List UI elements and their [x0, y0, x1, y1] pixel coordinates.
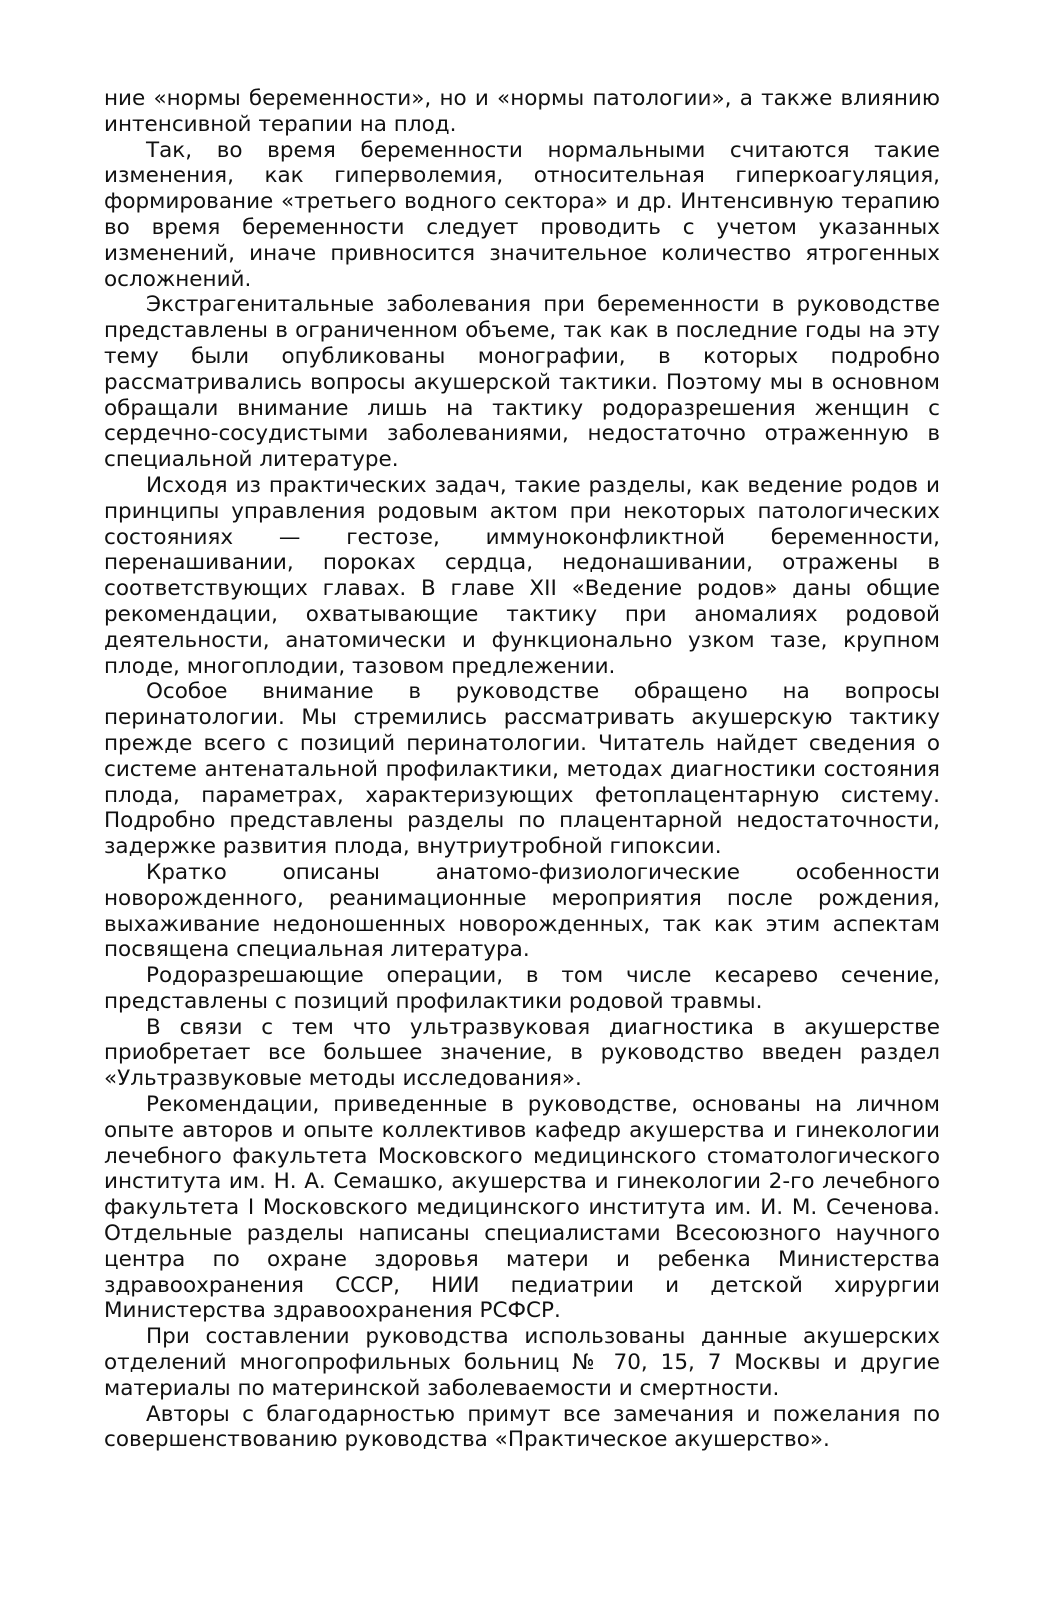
- paragraph: Родоразрешающие операции, в том числе кесарево сечение, представлены с позиций профилактики родовой травмы.: [104, 963, 940, 1014]
- paragraph: Экстрагенитальные заболевания при беременности в руководстве представлены в ограниченном объеме, так как в последние годы на эту тему были опубликованы монографии, в которых подробно рассматривались вопросы акушерской тактики. Поэтому мы в основном обращали внимание лишь на тактику родоразрешения женщин с сердечно-сосудистыми заболеваниями, недостаточно отраженную в специальной литературе.: [104, 292, 940, 473]
- paragraph-continuation: ние «нормы беременности», но и «нормы патологии», а также влиянию интенсивной терапии на плод.: [104, 86, 940, 137]
- paragraph: Рекомендации, приведенные в руководстве, основаны на личном опыте авторов и опыте коллективов кафедр акушерства и гинекологии лечебного факультета Московского медицинского стоматологического института им. Н. А. Семашко, акушерства и гинекологии 2-го лечебного факультета I Московского медицинского института им. И. М. Сеченова. Отдельные разделы написаны специалистами Всесоюзного научного центра по охране здоровья матери и ребенка Министерства здравоохранения СССР, НИИ педиатрии и детской хирургии Министерства здравоохранения РСФСР.: [104, 1092, 940, 1324]
- document-page: [104, 86, 940, 1453]
- paragraph: При составлении руководства использованы данные акушерских отделений многопрофильных больниц № 70, 15, 7 Москвы и другие материалы по материнской заболеваемости и смертности.: [104, 1324, 940, 1401]
- paragraph: В связи с тем что ультразвуковая диагностика в акушерстве приобретает все большее значение, в руководство введен раздел «Ультразвуковые методы исследования».: [104, 1014, 940, 1092]
- paragraph: Особое внимание в руководстве обращено на вопросы перинатологии. Мы стремились рассматривать акушерскую тактику прежде всего с позиций перинатологии. Читатель найдет сведения о системе антенатальной профилактики, методах диагностики состояния плода, параметрах, характеризующих фетоплацентарную систему. Подробно представлены разделы по плацентарной недостаточности, задержке развития плода, внутриутробной гипоксии.: [104, 679, 940, 860]
- paragraph: Так, во время беременности нормальными считаются такие изменения, как гиперволемия, относительная гиперкоагуляция, формирование «третьего водного сектора» и др. Интенсивную терапию во время беременности следует проводить с учетом указанных изменений, иначе привносится значительное количество ятрогенных осложнений.: [104, 137, 940, 292]
- paragraph: Авторы с благодарностью примут все замечания и пожелания по совершенствованию руководства «Практическое акушерство».: [104, 1401, 940, 1453]
- paragraph: Кратко описаны анатомо-физиологические особенности новорожденного, реанимационные мероприятия после рождения, выхаживание недоношенных новорожденных, так как этим аспектам посвящена специальная литература.: [104, 859, 940, 963]
- paragraph: Исходя из практических задач, такие разделы, как ведение родов и принципы управления родовым актом при некоторых патологических состояниях — гестозе, иммуноконфликтной беременности, перенашивании, пороках сердца, недонашивании, отражены в соответствующих главах. В главе XII «Ведение родов» даны общие рекомендации, охватывающие тактику при аномалиях родовой деятельности, анатомически и функционально узком тазе, крупном плоде, многоплодии, тазовом предлежении.: [104, 472, 940, 679]
